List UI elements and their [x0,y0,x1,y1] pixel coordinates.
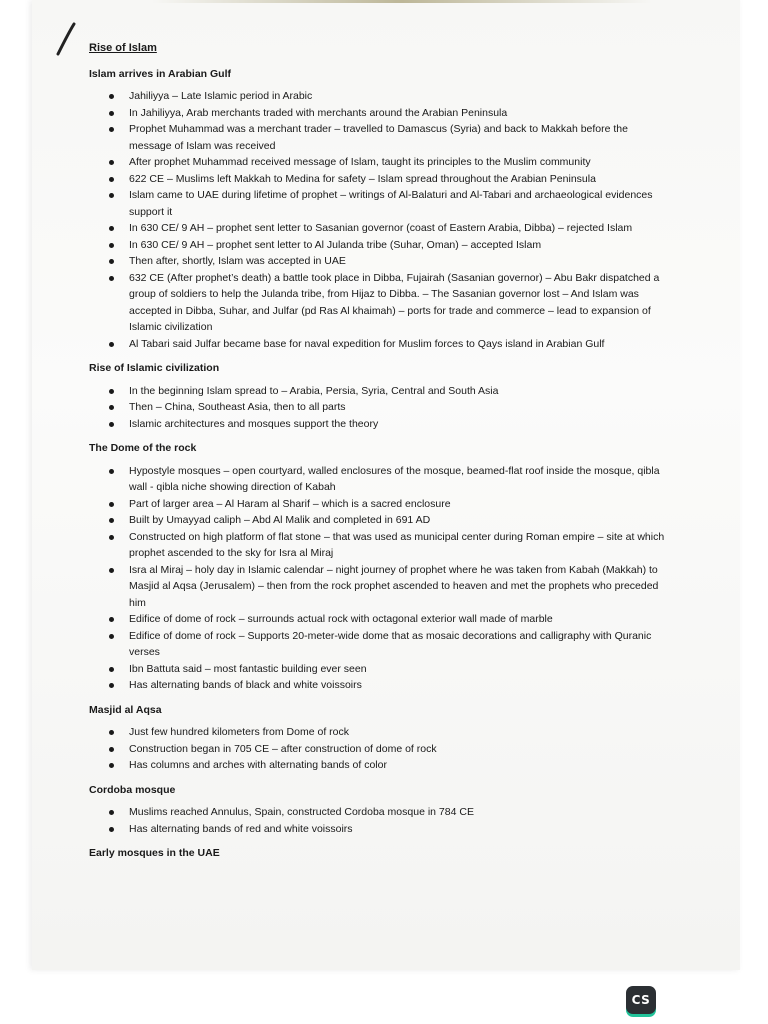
bullet-item: Built by Umayyad caliph – Abd Al Malik and completed in 691 AD [129,512,669,529]
bullet-list [89,383,669,433]
bullet-item: Muslims reached Annulus, Spain, constructed Cordoba mosque in 784 CE [129,804,669,821]
bullet-item: Prophet Muhammad was a merchant trader – travelled to Damascus (Syria) and back to Makkah before the message of Islam was received [129,121,669,154]
section-heading: Masjid al Aqsa [89,703,162,716]
section-heading: Early mosques in the UAE [89,847,220,859]
bullet-item: Then after, shortly, Islam was accepted in UAE [129,253,669,270]
section-heading: Rise of Islamic civilization [89,362,220,374]
bullet-list [89,804,669,837]
bullet-item: Just few hundred kilometers from Dome of rock [129,724,669,741]
bullet-item: In Jahiliyya, Arab merchants traded with merchants around the Arabian Peninsula [129,105,669,122]
bullet-item: In 630 CE/ 9 AH – prophet sent letter to Sasanian governor (coast of Eastern Arabia, Dibba) – rejected Islam [129,220,669,237]
bullet-item: After prophet Muhammad received message of Islam, taught its principles to the Muslim community [129,154,669,171]
bullet-item: Edifice of dome of rock – surrounds actual rock with octagonal exterior wall made of marble [129,611,669,628]
bullet-item: In 630 CE/ 9 AH – prophet sent letter to Al Julanda tribe (Suhar, Oman) – accepted Islam [129,237,669,254]
document-body [89,40,669,868]
page-top-edge [152,0,652,3]
bullet-item: Has alternating bands of black and white voissoirs [129,677,669,694]
bullet-item: Has columns and arches with alternating bands of color [129,757,669,774]
bullet-list [89,724,669,774]
bullet-list [89,463,669,694]
badge-label: CS [631,993,651,1007]
sections-container [89,66,669,862]
bullet-item: Islamic architectures and mosques support the theory [129,416,669,433]
bullet-item: Constructed on high platform of flat stone – that was used as municipal center during Roman empire – site at which prophet ascended to the sky for Isra al Miraj [129,529,669,562]
bullet-item: 622 CE – Muslims left Makkah to Medina for safety – Islam spread throughout the Arabian Peninsula [129,171,669,188]
bullet-item: Then – China, Southeast Asia, then to all parts [129,399,669,416]
bullet-item: Isra al Miraj – holy day in Islamic calendar – night journey of prophet where he was taken from Kabah (Makkah) to Masjid al Aqsa (Jerusalem) – then from the rock prophet ascended to heaven and met the prophets who preceded him [129,562,669,612]
bullet-item: Islam came to UAE during lifetime of prophet – writings of Al-Balaturi and Al-Tabari and archaeological evidences support it [129,187,669,220]
bullet-item: Jahiliyya – Late Islamic period in Arabic [129,88,669,105]
bullet-item: Construction began in 705 CE – after construction of dome of rock [129,741,669,758]
bullet-item: Al Tabari said Julfar became base for naval expedition for Muslim forces to Qays island in Arabian Gulf [129,336,669,353]
document-title: Rise of Islam [89,42,157,54]
section-heading: Cordoba mosque [89,783,176,796]
bullet-item: Hypostyle mosques – open courtyard, walled enclosures of the mosque, beamed-flat roof inside the mosque, qibla wall - qibla niche showing direction of Kabah [129,463,669,496]
bullet-item: 632 CE (After prophet’s death) a battle took place in Dibba, Fujairah (Sasanian governor) – Abu Bakr dispatched a group of soldiers to help the Julanda tribe, from Hijaz to Dibba. – The Sasanian governor lost – And Islam was accepted in Dibba, Suhar, and Julfar (pd Ras Al khaimah) – ports for trade and commerce – lead to expansion of Islamic civilization [129,270,669,336]
bullet-list [89,88,669,352]
camscanner-logo-icon [626,986,656,1014]
bullet-item: In the beginning Islam spread to – Arabia, Persia, Syria, Central and South Asia [129,383,669,400]
bullet-item: Has alternating bands of red and white voissoirs [129,821,669,838]
section-heading: Islam arrives in Arabian Gulf [89,67,231,80]
pen-mark-icon [52,22,78,58]
bullet-item: Part of larger area – Al Haram al Sharif – which is a sacred enclosure [129,496,669,513]
section-heading: The Dome of the rock [89,442,197,454]
bullet-item: Edifice of dome of rock – Supports 20-meter-wide dome that as mosaic decorations and calligraphy with Quranic verses [129,628,669,661]
bullet-item: Ibn Battuta said – most fantastic building ever seen [129,661,669,678]
